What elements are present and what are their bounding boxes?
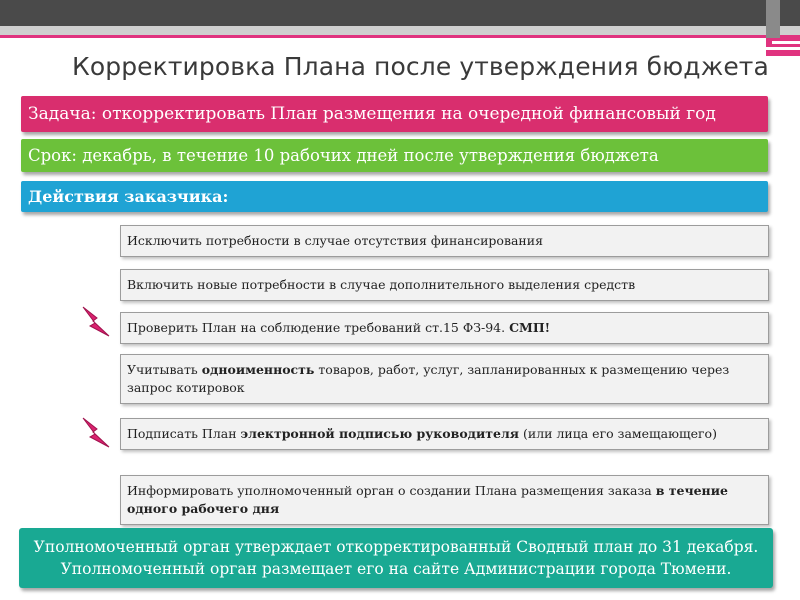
lightning-icon [80,416,112,450]
authority-note-line-1: Уполномоченный орган утверждает откорректированный Сводный план до 31 декабря. [33,538,759,556]
step-text-emphasis: одноименность [201,362,315,377]
step-text: (или лица его замещающего) [519,426,717,441]
step-text-emphasis: СМП! [509,320,551,335]
step-exclude-needs [120,225,769,257]
slide-title: Корректировка Плана после утверждения бюджета [72,52,769,81]
step-text-emphasis: электронной подписью руководителя [240,426,520,441]
lightning-icon [80,305,112,339]
actions-header: Действия заказчика: [21,181,768,212]
step-text: Проверить План на соблюдение требований ст.15 ФЗ-94. [127,320,510,335]
header-stripe [0,26,800,35]
step-text: Исключить потребности в случае отсутствия финансирования [127,233,543,248]
step-check-requirements [120,312,769,344]
task-banner: Задача: откорректировать План размещения на очередной финансовый год [21,96,768,132]
header-accent-line [0,35,800,38]
step-text-emphasis: в течение одного рабочего дня [127,483,728,516]
step-inform-authority [120,475,769,525]
step-text: Подписать План [127,426,241,441]
step-same-name-goods [120,354,769,404]
header-band [0,0,800,26]
authority-note-box [19,528,773,588]
step-include-needs [120,269,769,301]
step-text: Информировать уполномоченный орган о создании Плана размещения заказа [127,483,656,498]
step-text: Включить новые потребности в случае дополнительного выделения средств [127,277,636,292]
deadline-banner: Срок: декабрь, в течение 10 рабочих дней после утверждения бюджета [21,139,768,172]
corner-ornament [766,0,800,60]
step-text: Учитывать [127,362,202,377]
step-sign-plan [120,418,769,450]
step-text: товаров, работ, услуг, запланированных к размещению через запрос котировок [127,362,730,395]
authority-note-line-2: Уполномоченный орган размещает его на сайте Администрации города Тюмени. [60,560,732,578]
